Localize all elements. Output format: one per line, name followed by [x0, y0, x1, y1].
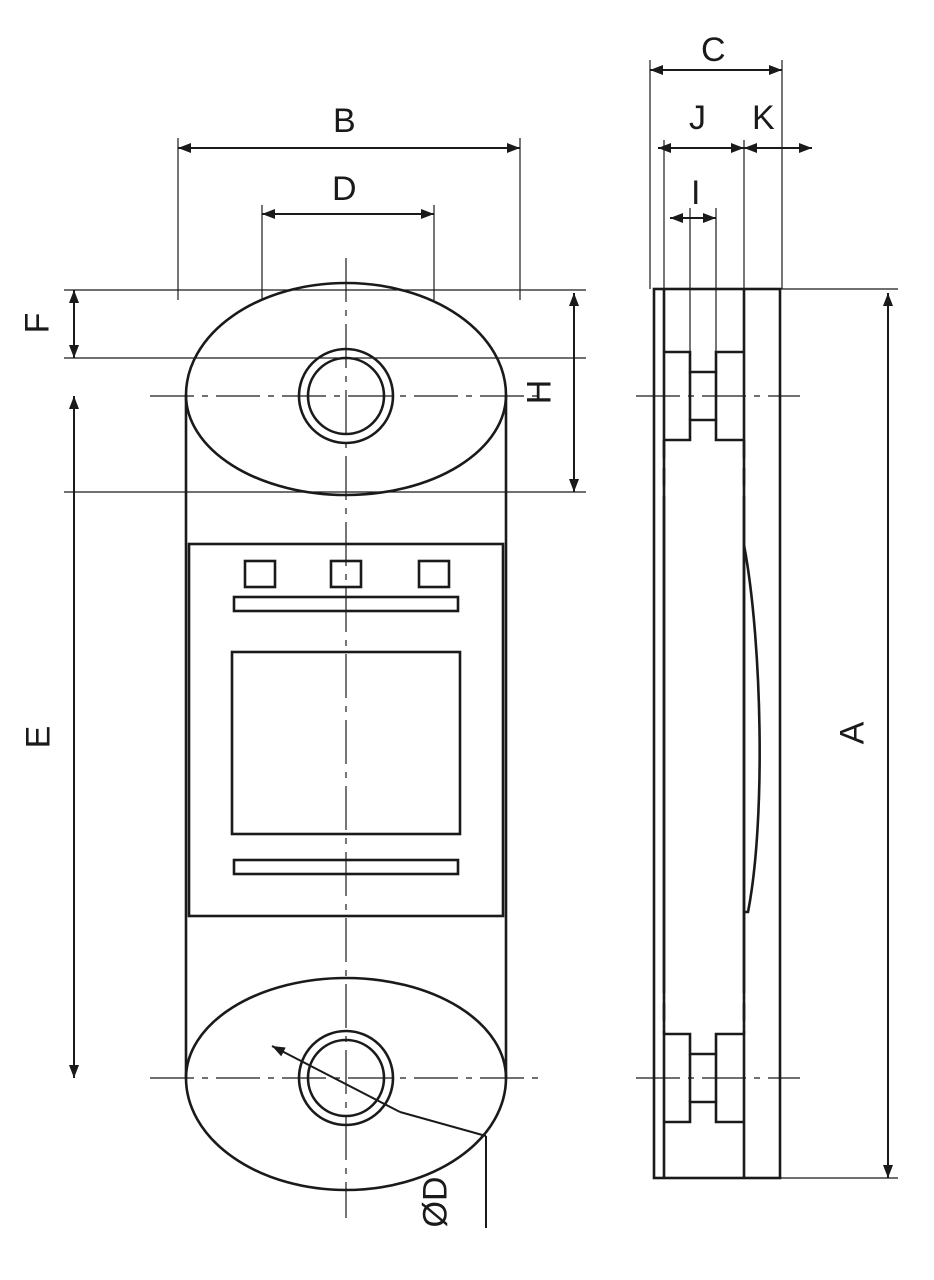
dimension-label-H: H	[520, 379, 559, 405]
leader-shoulder-diameter	[400, 1112, 486, 1136]
side-view-body-profile	[664, 500, 760, 975]
leader-line-diameter	[272, 1046, 400, 1112]
button-right	[419, 561, 449, 587]
dimension-label-C: C	[701, 31, 726, 69]
dimension-label-A: A	[833, 721, 872, 745]
dimension-lines	[74, 70, 888, 1228]
dimension-label-D: D	[332, 170, 357, 208]
dimension-label-J: J	[689, 99, 706, 137]
front-view-centerlines	[150, 258, 540, 1218]
dimension-label-E: E	[19, 725, 58, 749]
dimension-label-F: F	[18, 312, 57, 334]
button-left	[245, 561, 275, 587]
dimension-label-diameter-D: ØD	[416, 1176, 455, 1228]
side-view-hidden-edges	[664, 440, 744, 1034]
dimension-label-B: B	[333, 102, 356, 140]
dimension-label-I: I	[691, 174, 701, 212]
side-view-centerlines	[636, 396, 800, 1078]
dimension-label-K: K	[752, 99, 775, 137]
